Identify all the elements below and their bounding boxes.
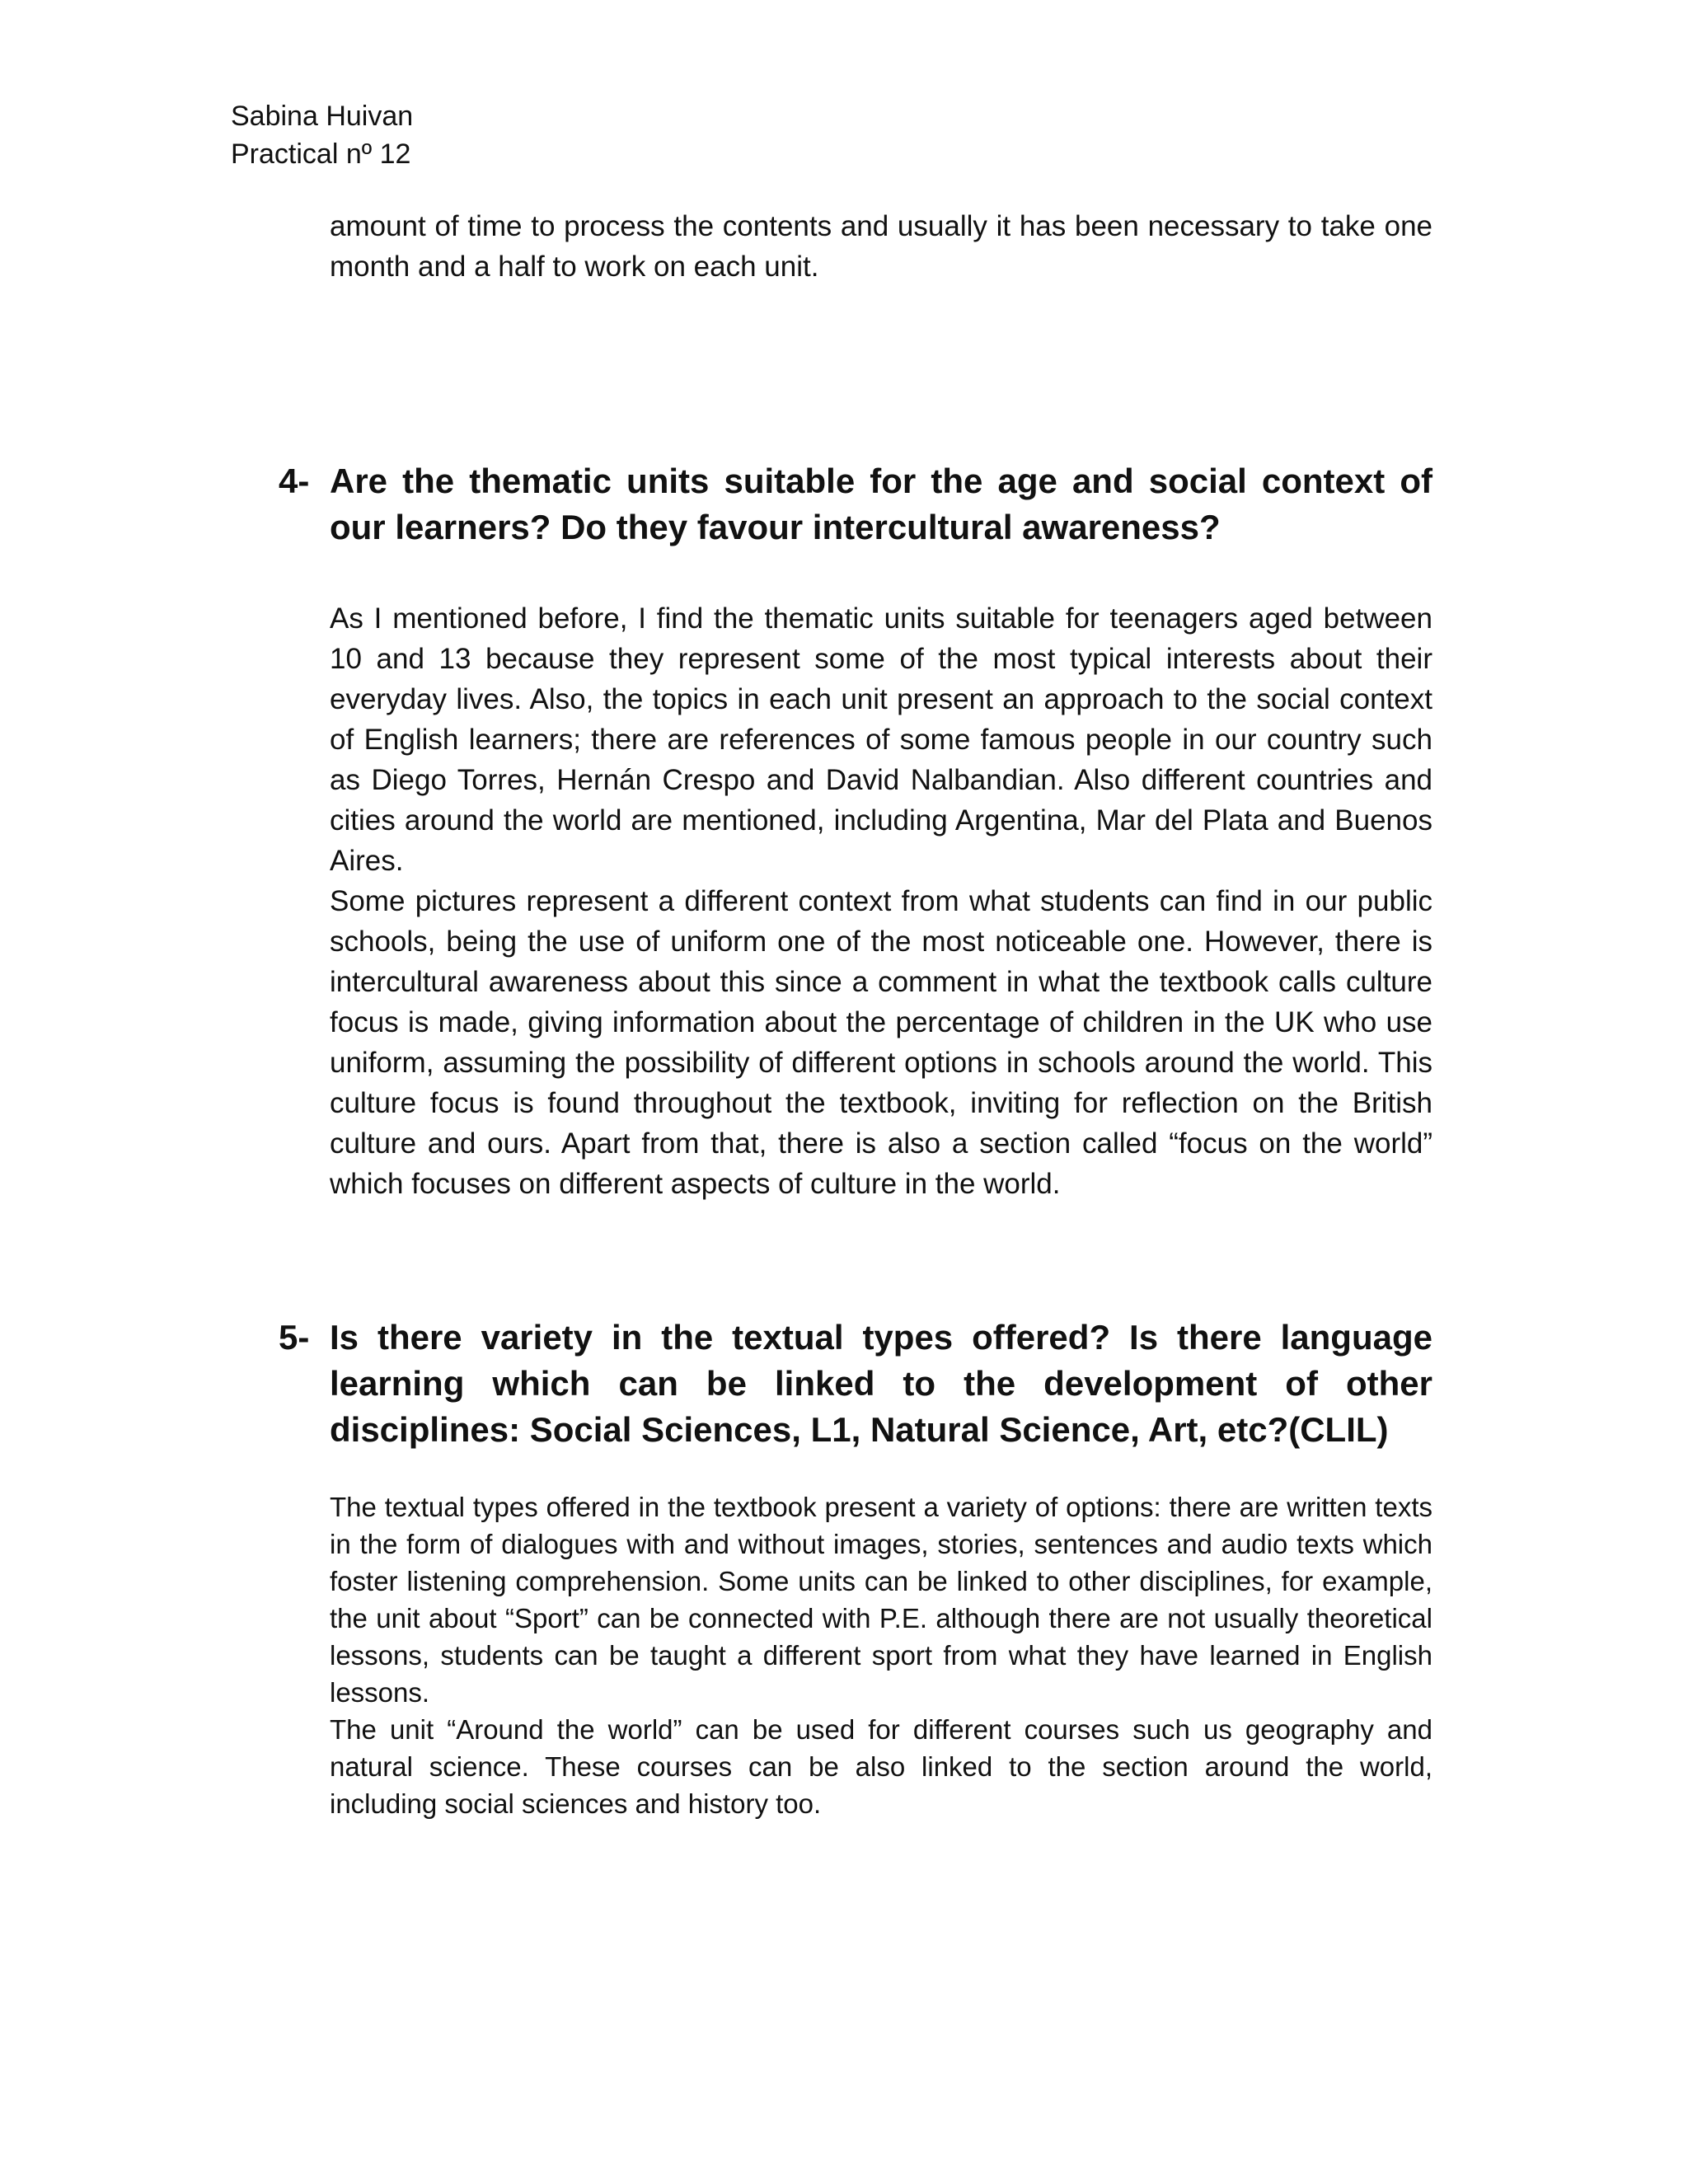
question-5-answer (330, 1488, 1432, 1822)
question-4-number: 4- (279, 462, 310, 500)
question-5-title: Is there variety in the textual types offered? Is there language learning which can be linked to the development of other disciplines: Social Sciences, L1, Natural Science, Art, etc?(CLIL) (330, 1318, 1432, 1449)
question-4-paragraph-2: Some pictures represent a different context from what students can find in our public schools, being the use of uniform one of the most noticeable one. However, there is intercultural awareness about this since a comment in what the textbook calls culture focus is made, giving information about the percentage of children in the UK who use uniform, assuming the possibility of different options in schools around the world. This culture focus is found throughout the textbook, inviting for reflection on the British culture and ours. Apart from that, there is also a section called “focus on the world” which focuses on different aspects of culture in the world. (330, 885, 1432, 1200)
intro-paragraph (330, 206, 1432, 287)
question-5-paragraph-2: The unit “Around the world” can be used for different courses such us geography and natural science. These courses can be also linked to the section around the world, including social sciences and history too. (330, 1714, 1432, 1819)
page-header (231, 97, 413, 173)
author-name: Sabina Huivan (231, 101, 414, 132)
question-5-number: 5- (279, 1318, 310, 1357)
question-4-paragraph-1: As I mentioned before, I find the thematic units suitable for teenagers aged between 10 and 13 because they represent some of the most typical interests about their everyday lives. Also, the topics in each unit present an approach to the social context of English learners; there are references of some famous people in our country such as Diego Torres, Hernán Crespo and David Nalbandian. Also different countries and cities around the world are mentioned, including Argentina, Mar del Plata and Buenos Aires. (330, 602, 1432, 877)
question-4-title: Are the thematic units suitable for the age and social context of our learners? Do they favour intercultural awareness? (330, 462, 1432, 546)
practical-number: Practical nº 12 (231, 138, 411, 170)
question-5-paragraph-1: The textual types offered in the textbook present a variety of options: there are written texts in the form of dialogues with and without images, stories, sentences and audio texts which foster listening comprehension. Some units can be linked to other disciplines, for example, the unit about “Sport” can be connected with P.E. although there are not usually theoretical lessons, students can be taught a different sport from what they have learned in English lessons. (330, 1492, 1432, 1708)
question-4-answer (330, 598, 1432, 1204)
intro-text: amount of time to process the contents and usually it has been necessary to take one month and a half to work on each unit. (330, 210, 1432, 283)
